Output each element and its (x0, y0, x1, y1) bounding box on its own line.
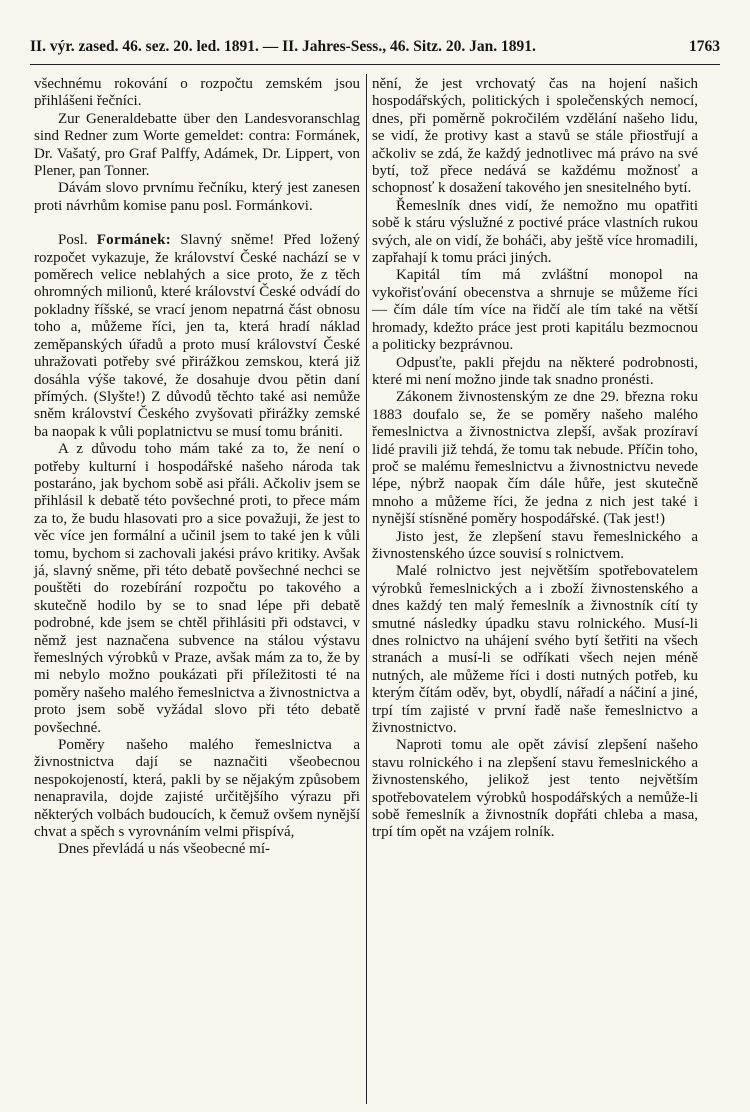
paragraph: Jisto jest, že zlepšení stavu řemeslnického a živnostenského úzce souvisí s rolnictvem. (372, 528, 698, 562)
header-rule (30, 64, 720, 65)
right-column (372, 76, 698, 842)
paragraph: Dávám slovo prvnímu řečníku, který jest zanesen proti návrhům komise panu posl. Formánkovi. (34, 180, 360, 214)
paragraph: Kapitál tím má zvláštní monopol na vykořisťování obecenstva a shrnuje se můžeme říci — čím dále tím více na řidčí ale tím také na větší hromady, kdežto práce jest proti kapitálu bezmocnou a politicky bezprávnou. (372, 267, 698, 354)
paragraph: Zákonem živnostenským ze dne 29. března roku 1883 doufalo se, že se poměry našeho malého řemeslnictva a živnostnictva zlepší, avšak prozíraví lidé pravili již tehdá, že tomu tak nebude. Příčin toho, proč se malému řemeslnictvu a živnostnictvu nevede lépe, nýbrž naopak čím dále hůře, jest skutečně mnoho a můžeme říci, že jedna z nich jest také i nynější stísněné poměry hospodářské. (Tak jest!) (372, 389, 698, 528)
paragraph: nění, že jest vrchovatý čas na hojení našich hospodářských, politických i společenských nemocí, dnes, při poměrně pokročilém vzdělání našeho lidu, se vidí, že protivy kast a stavů se stále přiostřují a ačkoliv se zdá, že každý jednotlivec má právo na své bytí, tož přece nedává se každému možnosť a schopnosť k dosažení takového jen snesitelného bytí. (372, 76, 698, 197)
paragraph: Poměry našeho malého řemeslnictva a živnostnictva dají se naznačiti všeobecnou nespokojeností, která, pakli by se nějakým způsobem nenapravila, dojde zajisté určitějšího výrazu při některých volbách budoucích, k čemuž ovšem nynější chvat a spěch s vyrovnáním velmi přispívá, (34, 737, 360, 841)
paragraph: Malé rolnictvo jest největším spotřebovatelem výrobků řemeslnických a i zboží živnostenského a dnes každý ten malý řemeslník a živnostník cítí ty smutné následky úpadku stavu rolnického. Musí-li dnes rolnictvo na uhájení svého bytí šetřiti na všech stranách a musí-li se odříkati všech nejen méně nutných, ale můžeme říci i dosti nutných potřeb, ku kterým čítám oděv, byt, obydlí, nářadí a náčiní a jiné, trpí tím zajisté v první řadě naše řemeslnictvo a živnostnictvo. (372, 563, 698, 737)
paragraph: Zur Generaldebatte über den Landesvoranschlag sind Redner zum Worte gemeldet: contra: Formánek, Dr. Vašatý, pro Graf Palffy, Adámek, Dr. Lippert, von Plener, pan Tonner. (34, 110, 360, 180)
paragraph: Dnes převládá u nás všeobecné mí- (58, 841, 271, 858)
header-title: II. výr. zased. 46. sez. 20. led. 1891. — II. Jahres-Sess., 46. Sitz. 20. Jan. 1891. (30, 38, 536, 55)
running-header (30, 38, 720, 56)
column-divider (366, 74, 367, 1104)
paragraph: A z důvodu toho mám také za to, že není o potřeby kulturní i hospodářské našeho národa tak postaráno, jak bychom sobě asi přáli. Ačkoliv jsem se přihlásil k debatě této povšechné proti, to přece mám za to, že budu hlasovati pro a sice považuji, že jest to věc více jen formální a učinil jsem to také jen k vůli tomu, bychom si zachovali jakési právo kritiky. Avšak já, slavný sněme, při této debatě povšechné nechci se pouštěti do rozebírání rozpočtu po takového a skutečně hodilo by se to snad lépe při debatě podrobné, kde jsem se chtěl přihlásiti při odstavci, v němž jest naznačena subvence na stálou výstavu řemeslných výrobků v Praze, avšak mám za to, že by mi nebylo možno poukázati při příležitosti té na poměry našeho malého řemeslnictva a živnostnictva a proto jsem sobě vyžádal slovo při této debatě povšechné. (34, 441, 360, 736)
paragraph: Naproti tomu ale opět závisí zlepšení našeho stavu rolnického i na zlepšení stavu řemeslnického a živnostenského, jelikož jest tento největším spotřebovatelem výrobků hospodářských a nemůže-li sobě řemeslník a živnostník dopřáti chleba a masa, trpí tím opět na vzájem rolník. (372, 737, 698, 841)
paragraph: Řemeslník dnes vidí, že nemožno mu opatřiti sobě k stáru výslužné z poctivé práce vlastních rukou svých, ale on vidí, že boháči, aby ještě více hromadili, zapřahají k tomu práci jiných. (372, 197, 698, 267)
speech-text: Slavný sněme! Před ložený rozpočet vykazuje, že království České nachází se v poměrech velice neblahých a sice proto, že z těch ohromných milionů, které království České odvádí do pokladny říšské, se vrací jenom nepatrná část obnosu toho a, můžeme říci, jen ta, která hradí náklad zeměpanských úřadů a proto musí království České uhražovati potřeby své přirážkou zemskou, která již dosáhla výše takové, že dosahuje dvou pětin daní přímých. (Slyšte!) Z důvodů těchto také asi nemůže sněm království Českého zvyšovati přirážky zemské ba naopak k vůli poplatnictvu se musí tomu brániti. (34, 232, 360, 440)
speech-paragraph (34, 232, 360, 441)
paragraph: Odpusťte, pakli přejdu na některé podrobnosti, které mi není možno jinde tak snadno pronésti. (372, 354, 698, 388)
page-number: 1763 (689, 38, 720, 55)
paragraph: všechnému rokování o rozpočtu zemském jsou přihlášeni řečníci. (34, 76, 360, 110)
left-column (34, 76, 360, 859)
speaker-prefix: Posl. (58, 232, 97, 249)
speaker-name: Formánek: (96, 232, 172, 249)
